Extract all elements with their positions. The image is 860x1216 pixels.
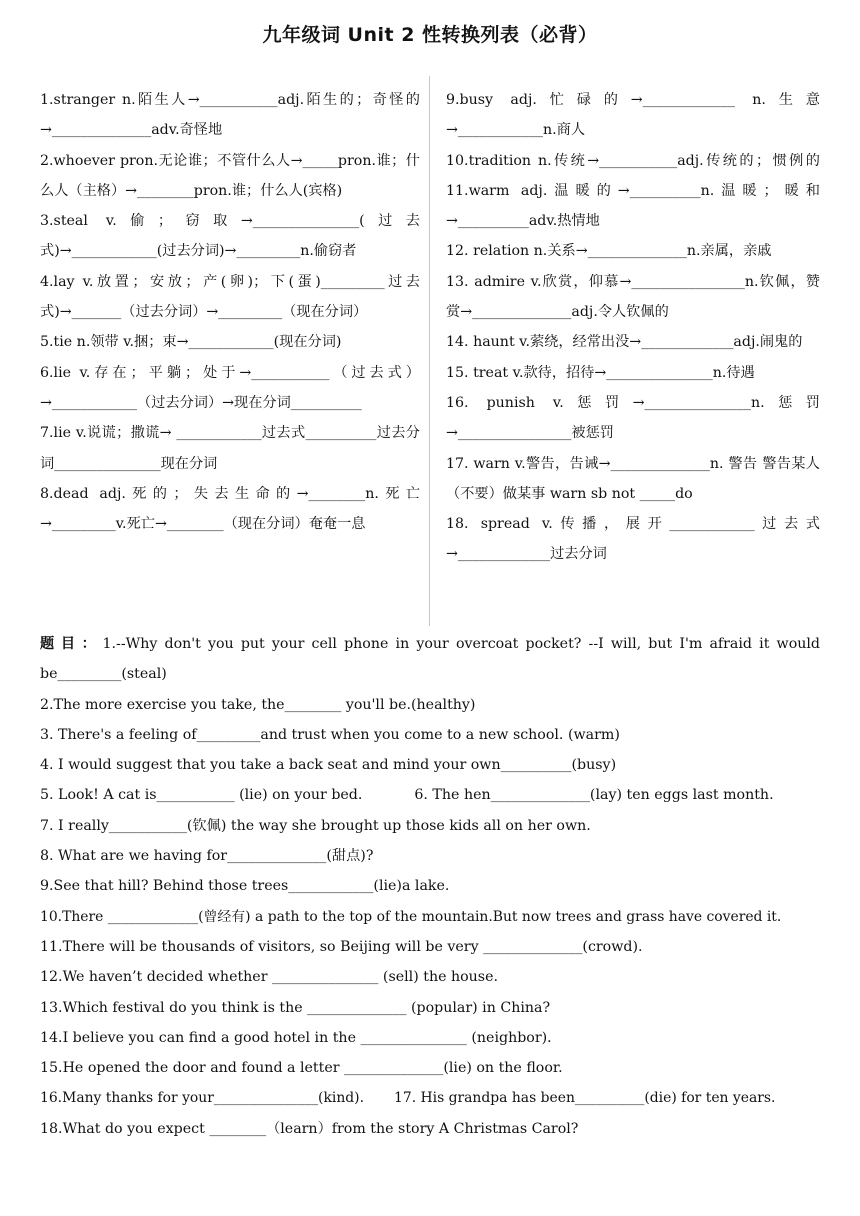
question-4: 4. I would suggest that you take a back seat and mind your own__________(busy) <box>40 757 617 774</box>
question-8: 8. What are we having for______________(甜点)? <box>40 848 374 865</box>
word-entry-treat: 15. treat v.款待，招待→_______________n.待遇 <box>446 364 755 381</box>
question-7: 7. I really___________(钦佩) the way she brought up those kids all on her own. <box>40 817 591 834</box>
right-word-column <box>446 85 820 570</box>
page-title: 九年级词 Unit 2 性转换列表（必背） <box>262 24 598 46</box>
questions-label: 题目： <box>40 636 103 652</box>
question-16: 16.Many thanks for your_______________(kind). <box>40 1090 365 1107</box>
word-entry-punish: 16. punish v.惩罚→_______________n.惩罚→________________被惩罚 <box>446 394 820 442</box>
word-entry-whoever: 2.whoever pron.无论谁；不管什么人→_____pron.谁；什么人（主格）→________pron.谁；什么人(宾格) <box>40 152 420 199</box>
question-1 <box>40 629 820 690</box>
word-entry-warn: 17. warn v.警告，告诫→______________n. 警告 警告某人（不要）做某事 warn sb not _____do <box>446 455 820 502</box>
question-11: 11.There will be thousands of visitors, so Beijing will be very ______________(crowd). <box>40 938 643 955</box>
question-row-5-6 <box>40 780 820 810</box>
word-entry-steal: 3.steal v.偷；窃取→_______________(过去式)→____________(过去分词)→_________n.偷窃者 <box>40 213 420 260</box>
question-18: 18.What do you expect ________（learn）from the story A Christmas Carol? <box>40 1120 579 1137</box>
word-entry-tradition-warm: 10.tradition n.传统→___________adj.传统的；惯例的 11.warm adj.温暖的→__________n.温暖；暖和→__________adv.热情地 <box>446 152 820 230</box>
question-15: 15.He opened the door and found a letter ______________(lie) on the floor. <box>40 1060 563 1077</box>
word-entry-busy: 9.busy adj.忙碌的→_____________ n.生意→____________n.商人 <box>446 92 820 139</box>
question-14: 14.I believe you can find a good hotel in the _______________ (neighbor)． <box>40 1029 562 1046</box>
word-entry-haunt: 14. haunt v.萦绕，经常出没→_____________adj.闹鬼的 <box>446 334 803 351</box>
question-text: 1.--Why don't you put your cell phone in your overcoat pocket? --I will, but I'm afraid it would be_________(steal) <box>40 636 820 683</box>
word-entry-spread: 18. spread v.传播，展开____________过去式→_____________过去分词 <box>446 516 820 563</box>
question-13: 13.Which festival do you think is the ______________ (popular) in China? <box>40 999 551 1016</box>
exercise-section <box>40 629 820 1144</box>
question-2: 2.The more exercise you take, the________ you'll be.(healthy) <box>40 696 476 713</box>
question-3: 3. There's a feeling of_________and trust when you come to a new school. (warm) <box>40 726 620 743</box>
word-entry-lie-exist: 6.lie v.存在；平躺；处于→___________（过去式）→____________（过去分词）→现在分词__________ <box>40 364 420 411</box>
word-entry-dead: 8.dead adj.死的；失去生命的→________n.死亡→_________v.死亡→________（现在分词）奄奄一息 <box>40 485 420 533</box>
word-entry-lay: 4.lay v.放置；安放；产(卵)；下(蛋)_________过去式)→_______（过去分词）→_________（现在分词） <box>40 273 420 321</box>
word-entry-lie-untruth: 7.lie v.说谎；撒谎→ ____________过去式__________过去分词_______________现在分词 <box>40 425 420 472</box>
question-row-16-17 <box>40 1083 820 1113</box>
question-6: 6. The hen______________(lay) ten eggs last month. <box>414 787 774 804</box>
word-entry-admire: 13. admire v.欣赏，仰慕→________________n.钦佩，赞赏→______________adj.令人钦佩的 <box>446 273 820 321</box>
left-word-column <box>40 85 420 539</box>
word-entry-stranger: 1.stranger n.陌生人→___________adj.陌生的；奇怪的→______________adv.奇怪地 <box>40 92 420 139</box>
word-entry-relation: 12. relation n.关系→______________n.亲属，亲戚 <box>446 243 772 260</box>
question-5: 5. Look! A cat is___________ (lie) on your bed. <box>40 787 363 804</box>
column-divider <box>429 76 430 626</box>
question-17: 17. His grandpa has been__________(die) for ten years. <box>394 1090 776 1107</box>
question-9: 9.See that hill? Behind those trees____________(lie)a lake. <box>40 878 450 895</box>
question-10: 10.There _____________(曾经有) a path to the top of the mountain.But now trees and grass have covered it. <box>40 908 782 925</box>
question-12: 12.We haven’t decided whether _______________ (sell) the house. <box>40 969 498 986</box>
word-entry-tie: 5.tie n.领带 v.捆；束→____________(现在分词) <box>40 334 342 351</box>
